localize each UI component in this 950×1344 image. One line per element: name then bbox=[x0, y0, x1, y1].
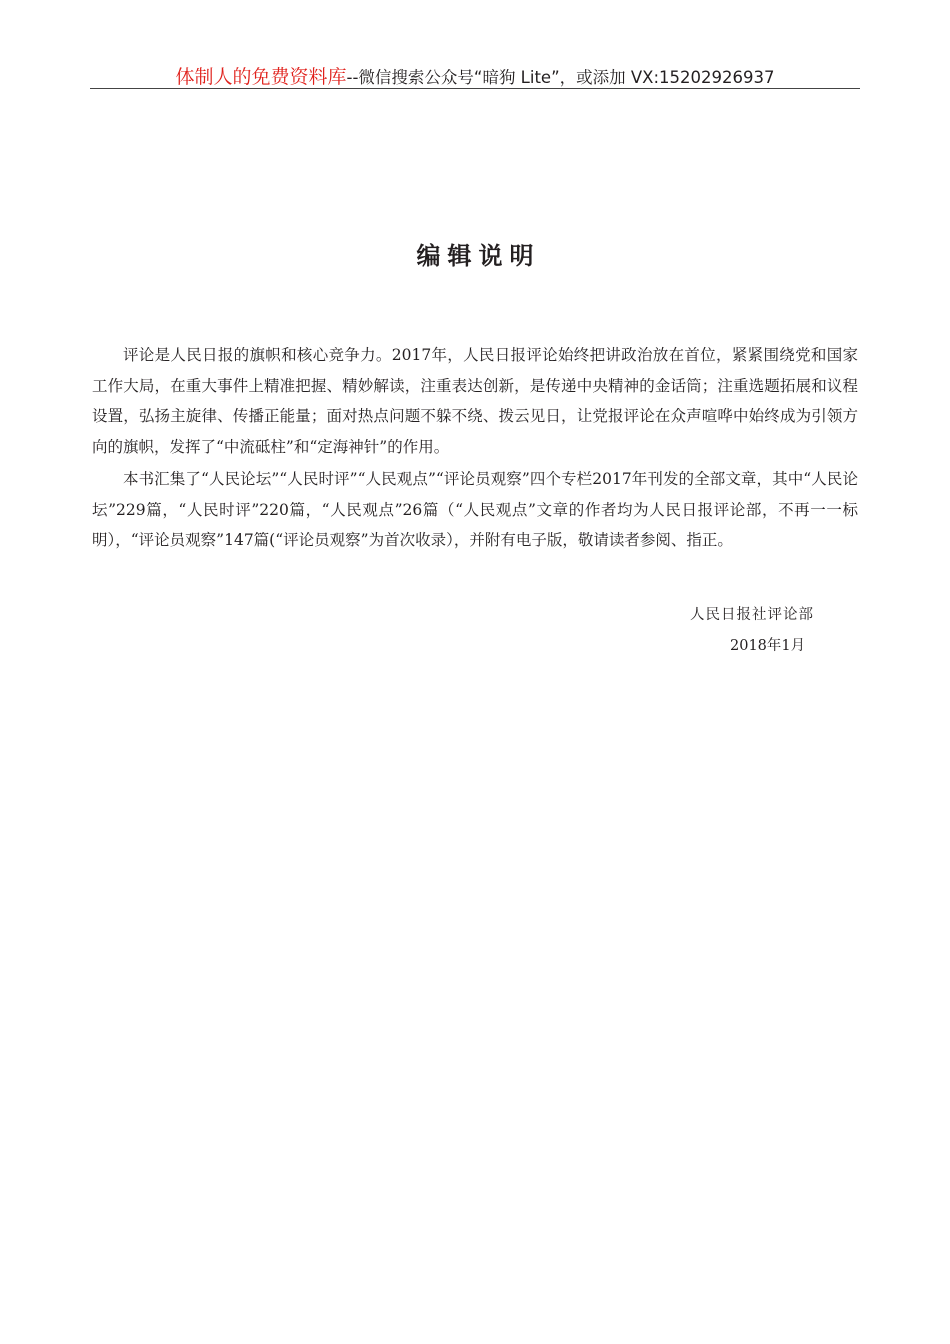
paragraph-2: 本书汇集了“人民论坛”“人民时评”“人民观点”“评论员观察”四个专栏2017年刊发的全部文章，其中“人民论坛”229篇，“人民时评”220篇，“人民观点”26篇（“人民观点”文章的作者均为人民日报评论部，不再一一标明），“评论员观察”147篇(“评论员观察”为首次收录），并附有电子版，敬请读者参阅、指正。 bbox=[92, 470, 858, 549]
document-title: 编辑说明 bbox=[416, 241, 541, 270]
paragraph-1: 评论是人民日报的旗帜和核心竞争力。2017年，人民日报评论始终把讲政治放在首位，紧紧围绕党和国家工作大局，在重大事件上精准把握、精妙解读，注重表达创新，是传递中央精神的金话筒；注重选题拓展和议程设置，弘扬主旋律、传播正能量；面对热点问题不躲不绕、拨云见日，让党报评论在众声喧哗中始终成为引领方向的旗帜，发挥了“中流砥柱”和“定海神针”的作用。 bbox=[92, 346, 858, 456]
document-body bbox=[92, 340, 858, 558]
header-brand-text: 体制人的免费资料库 bbox=[175, 66, 347, 88]
page-header bbox=[90, 62, 860, 88]
signature-organization: 人民日报社评论部 bbox=[690, 607, 814, 623]
signature-date: 2018年1月 bbox=[730, 638, 806, 654]
header-divider bbox=[90, 88, 860, 89]
header-contact-text: --微信搜索公众号“暗狗 Lite”，或添加 VX:15202926937 bbox=[346, 68, 775, 87]
